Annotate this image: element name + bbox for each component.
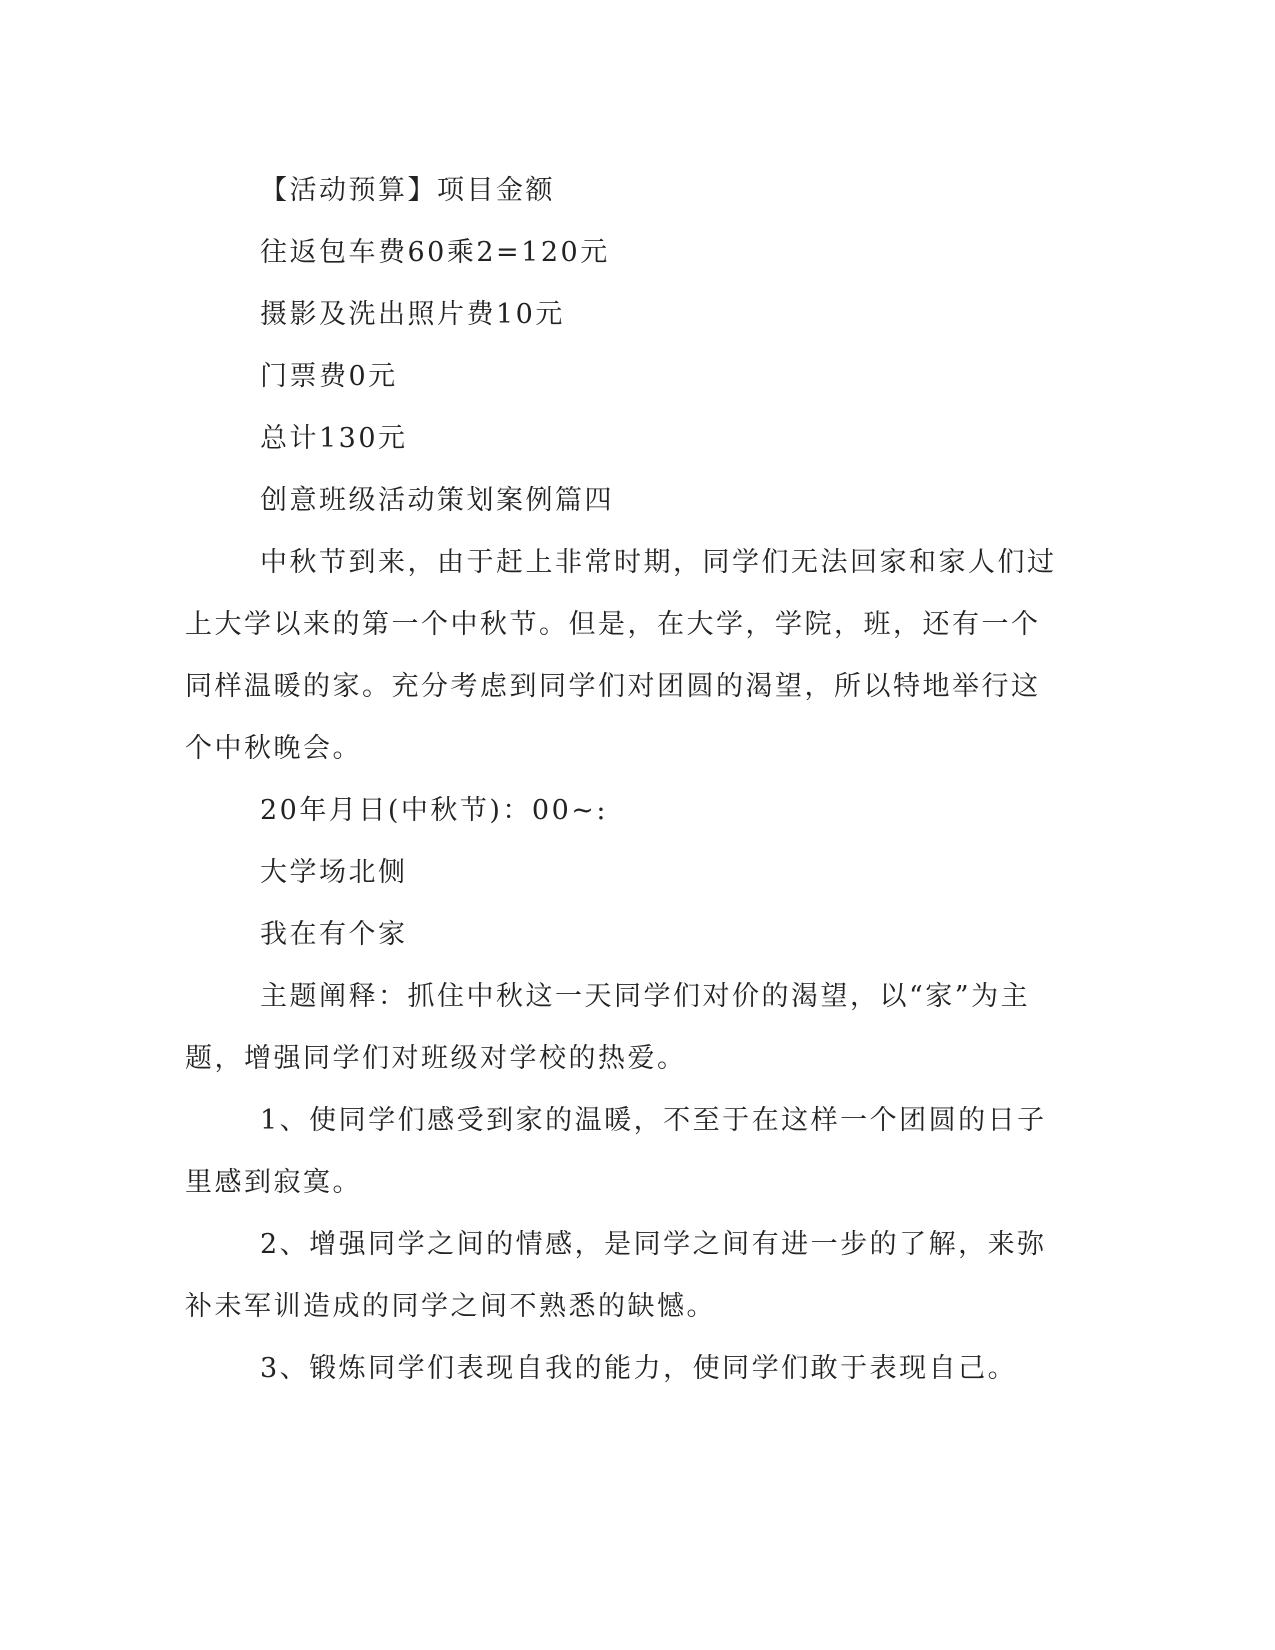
event-theme: 我在有个家 (260, 919, 408, 950)
event-time: 20年月日(中秋节)：00~: (260, 795, 608, 826)
budget-heading: 【活动预算】项目金额 (260, 175, 555, 206)
goal-item-2: 2、增强同学之间的情感，是同学之间有进一步的了解，来弥补未军训造成的同学之间不熟悉的缺憾。 (185, 1229, 1047, 1322)
event-location: 大学场北侧 (260, 857, 408, 888)
budget-item-ticket: 门票费0元 (260, 361, 398, 392)
goal-item-3: 3、锻炼同学们表现自我的能力，使同学们敢于表现自己。 (260, 1353, 1018, 1384)
budget-total: 总计130元 (260, 423, 408, 454)
budget-item-bus: 往返包车费60乘2=120元 (260, 237, 610, 268)
document-body (185, 160, 1065, 1400)
theme-explanation: 主题阐释：抓住中秋这一天同学们对价的渴望，以“家”为主题，增强同学们对班级对学校的热爱。 (185, 981, 1031, 1074)
section-title: 创意班级活动策划案例篇四 (260, 485, 614, 516)
goal-item-1: 1、使同学们感受到家的温暖，不至于在这样一个团圆的日子里感到寂寞。 (185, 1105, 1047, 1198)
budget-item-photo: 摄影及洗出照片费10元 (260, 299, 565, 330)
intro-paragraph: 中秋节到来，由于赶上非常时期，同学们无法回家和家人们过上大学以来的第一个中秋节。但是，在大学，学院，班，还有一个同样温暖的家。充分考虑到同学们对团圆的渴望，所以特地举行这个中秋晚会。 (185, 547, 1057, 764)
